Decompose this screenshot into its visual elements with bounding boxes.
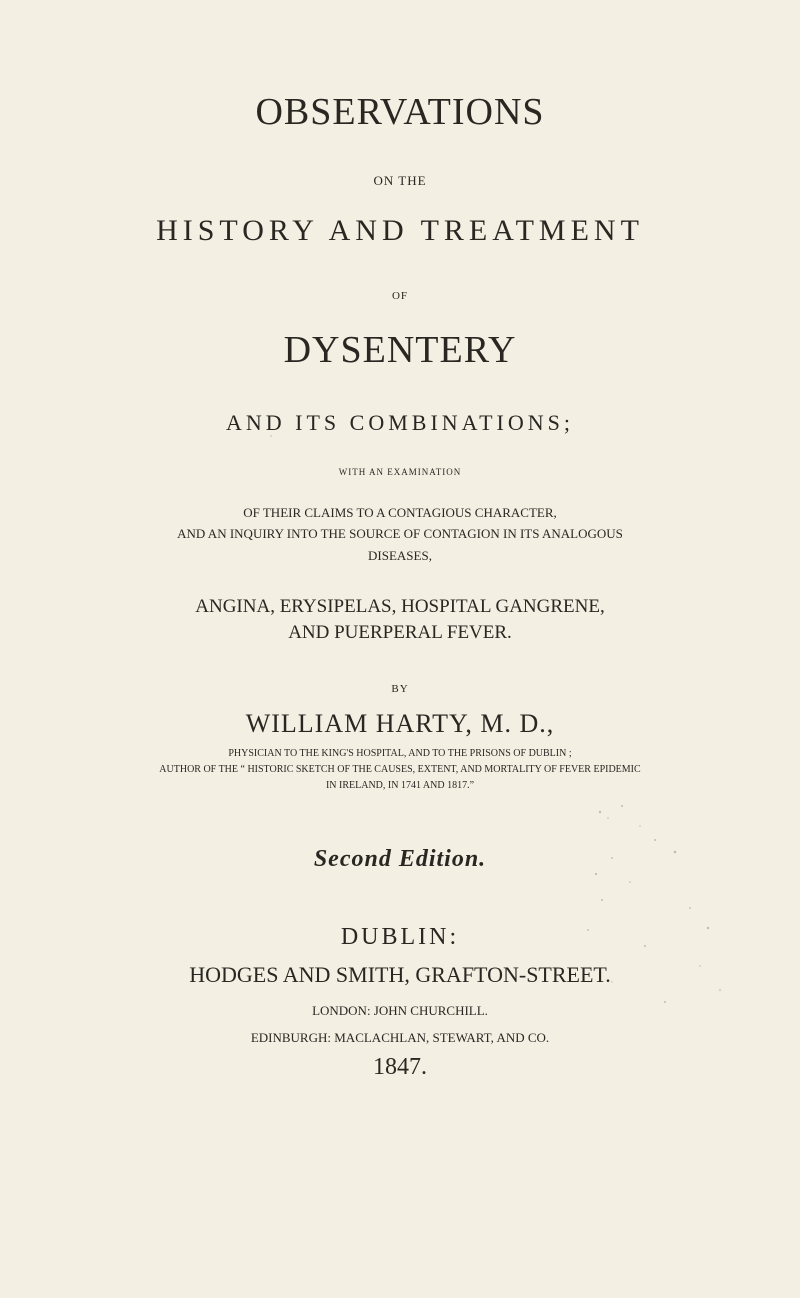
author-role-2: AUTHOR OF THE “ HISTORIC SKETCH OF THE CAUSES, EXTENT, AND MORTALITY OF FEVER EPIDEMIC	[159, 764, 641, 775]
edition: Second Edition.	[313, 846, 487, 872]
diseases-line-1: ANGINA, ERYSIPELAS, HOSPITAL GANGRENE,	[195, 596, 605, 617]
subject-title: DYSENTERY	[283, 329, 517, 371]
author-role-1: PHYSICIAN TO THE KING'S HOSPITAL, AND TO THE PRISONS OF DUBLIN ;	[228, 748, 572, 759]
by-line: BY	[391, 683, 409, 695]
subtitle-of: OF	[391, 290, 409, 302]
imprint-publisher: HODGES AND SMITH, GRAFTON-STREET.	[189, 962, 611, 987]
imprint-edinburgh: EDINBURGH: MACLACHLAN, STEWART, AND CO.	[250, 1030, 550, 1045]
subtitle-on-the: ON THE	[373, 173, 427, 188]
imprint-city: DUBLIN:	[340, 924, 460, 950]
main-title: OBSERVATIONS	[255, 91, 545, 133]
author-role-3: IN IRELAND, IN 1741 AND 1817.”	[325, 780, 475, 791]
diseases-line-2: AND PUERPERAL FEVER.	[288, 622, 512, 643]
imprint-year: 1847.	[373, 1054, 427, 1080]
subtitle-combinations: AND ITS COMBINATIONS;	[225, 410, 574, 435]
subtitle-history: HISTORY AND TREATMENT	[156, 214, 644, 247]
imprint-london: LONDON: JOHN CHURCHILL.	[312, 1003, 488, 1018]
claims-line-1: OF THEIR CLAIMS TO A CONTAGIOUS CHARACTER,	[243, 505, 557, 520]
claims-line-2: AND AN INQUIRY INTO THE SOURCE OF CONTAGION IN ITS ANALOGOUS	[177, 526, 623, 541]
author-name: WILLIAM HARTY, M. D.,	[245, 709, 555, 738]
examination-line: WITH AN EXAMINATION	[338, 467, 462, 477]
claims-line-3: DISEASES,	[368, 548, 432, 563]
